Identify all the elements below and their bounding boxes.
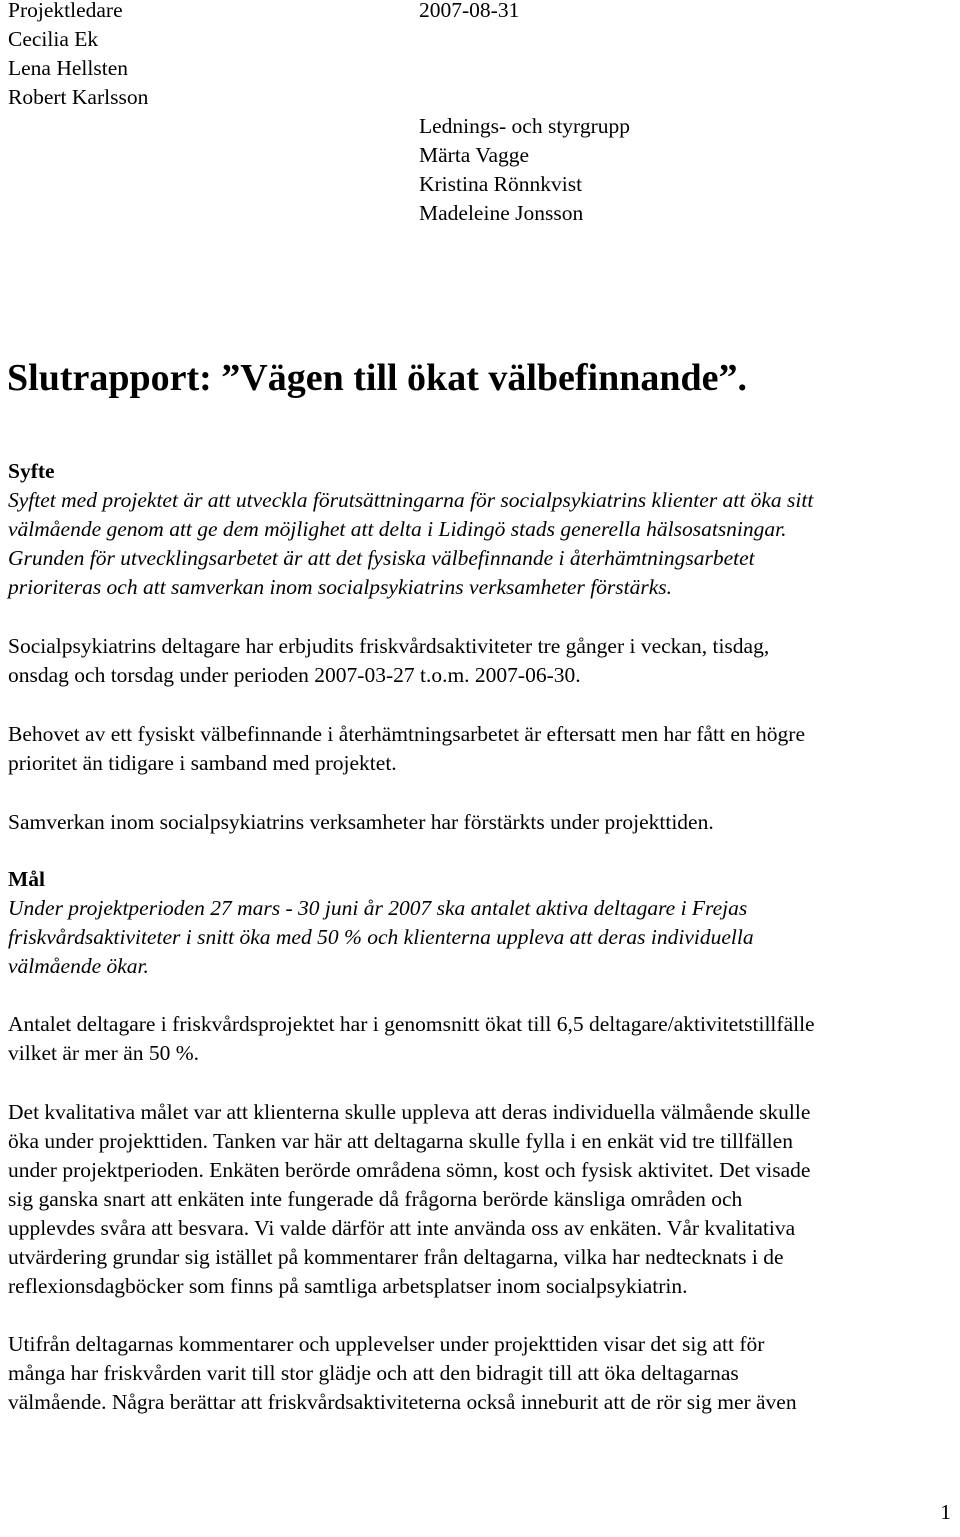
text-line: Antalet deltagare i friskvårdsprojektet har i genomsnitt ökat till 6,5 deltagare/aktivitetstillfälle [8, 1012, 815, 1036]
text-line: prioriteras och att samverkan inom socialpsykiatrins verksamheter förstärks. [8, 575, 673, 599]
section-body [8, 486, 956, 602]
document-date: 2007-08-31 [419, 0, 520, 22]
text-line: välmående. Några berättar att friskvårdsaktiviteterna också inneburit att de rör sig mer även [8, 1390, 797, 1414]
text-line: friskvårdsaktiviteter i snitt öka med 50 % och klienterna uppleva att deras individuella [8, 925, 754, 949]
text-line: Det kvalitativa målet var att klienterna skulle uppleva att deras individuella välmående skulle [8, 1100, 811, 1124]
section-mal [8, 865, 956, 981]
steering-group-member: Märta Vagge [419, 143, 530, 167]
text-line: Samverkan inom socialpsykiatrins verksamheter har förstärkts under projekttiden. [8, 810, 714, 834]
text-line: Socialpsykiatrins deltagare har erbjudits friskvårdsaktiviteter tre gånger i veckan, tisdag, [8, 634, 770, 658]
paragraph [8, 1098, 956, 1301]
steering-group-member: Madeleine Jonsson [419, 201, 584, 225]
text-line: prioritet än tidigare i samband med projektet. [8, 751, 397, 775]
section-heading: Syfte [8, 459, 55, 483]
text-line: Syftet med projektet är att utveckla förutsättningarna för socialpsykiatrins klienter att öka sitt [8, 488, 814, 512]
paragraph [8, 720, 956, 778]
paragraph [8, 808, 956, 837]
author-name: Lena Hellsten [8, 56, 128, 80]
text-line: välmående genom att ge dem möjlighet att delta i Lidingö stads generella hälsosatsningar. [8, 517, 787, 541]
text-line: Utifrån deltagarnas kommentarer och upplevelser under projekttiden visar det sig att för [8, 1332, 765, 1356]
paragraph [8, 632, 956, 690]
steering-group-member: Kristina Rönnkvist [419, 172, 583, 196]
text-line: upplevdes svåra att besvara. Vi valde därför att inte använda oss av enkäten. Vår kvalitativa [8, 1216, 796, 1240]
text-line: vilket är mer än 50 %. [8, 1041, 200, 1065]
text-line: många har friskvården varit till stor glädje och att den bidragit till att öka deltagarnas [8, 1361, 739, 1385]
text-line: Under projektperioden 27 mars - 30 juni år 2007 ska antalet aktiva deltagare i Frejas [8, 896, 748, 920]
page-title: Slutrapport: ”Vägen till ökat välbefinnande”. [7, 357, 748, 399]
text-line: Behovet av ett fysiskt välbefinnande i återhämtningsarbetet är eftersatt men har fått en högre [8, 722, 805, 746]
text-line: välmående ökar. [8, 954, 149, 978]
text-line: Grunden för utvecklingsarbetet är att det fysiska välbefinnande i återhämtningsarbetet [8, 546, 755, 570]
author-list [8, 0, 148, 112]
paragraph [8, 1330, 956, 1417]
page-number: 1 [940, 1500, 951, 1524]
section-syfte [8, 457, 956, 602]
steering-group-title: Lednings- och styrgrupp [419, 114, 630, 138]
steering-group-list [419, 112, 630, 228]
section-heading: Mål [8, 867, 46, 891]
author-role: Projektledare [8, 0, 123, 22]
text-line: sig ganska snart att enkäten inte fungerade då frågorna berörde känsliga områden och [8, 1187, 743, 1211]
author-name: Robert Karlsson [8, 85, 149, 109]
text-line: onsdag och torsdag under perioden 2007-03-27 t.o.m. 2007-06-30. [8, 663, 581, 687]
section-body [8, 894, 956, 981]
text-line: reflexionsdagböcker som finns på samtliga arbetsplatser inom socialpsykiatrin. [8, 1274, 688, 1298]
text-line: under projektperioden. Enkäten berörde områdena sömn, kost och fysisk aktivitet. Det visade [8, 1158, 811, 1182]
text-line: öka under projekttiden. Tanken var här att deltagarna skulle fylla i en enkät vid tre tillfällen [8, 1129, 793, 1153]
author-name: Cecilia Ek [8, 27, 99, 51]
paragraph [8, 1010, 956, 1068]
text-line: utvärdering grundar sig istället på kommentarer från deltagarna, vilka har nedtecknats i de [8, 1245, 784, 1269]
